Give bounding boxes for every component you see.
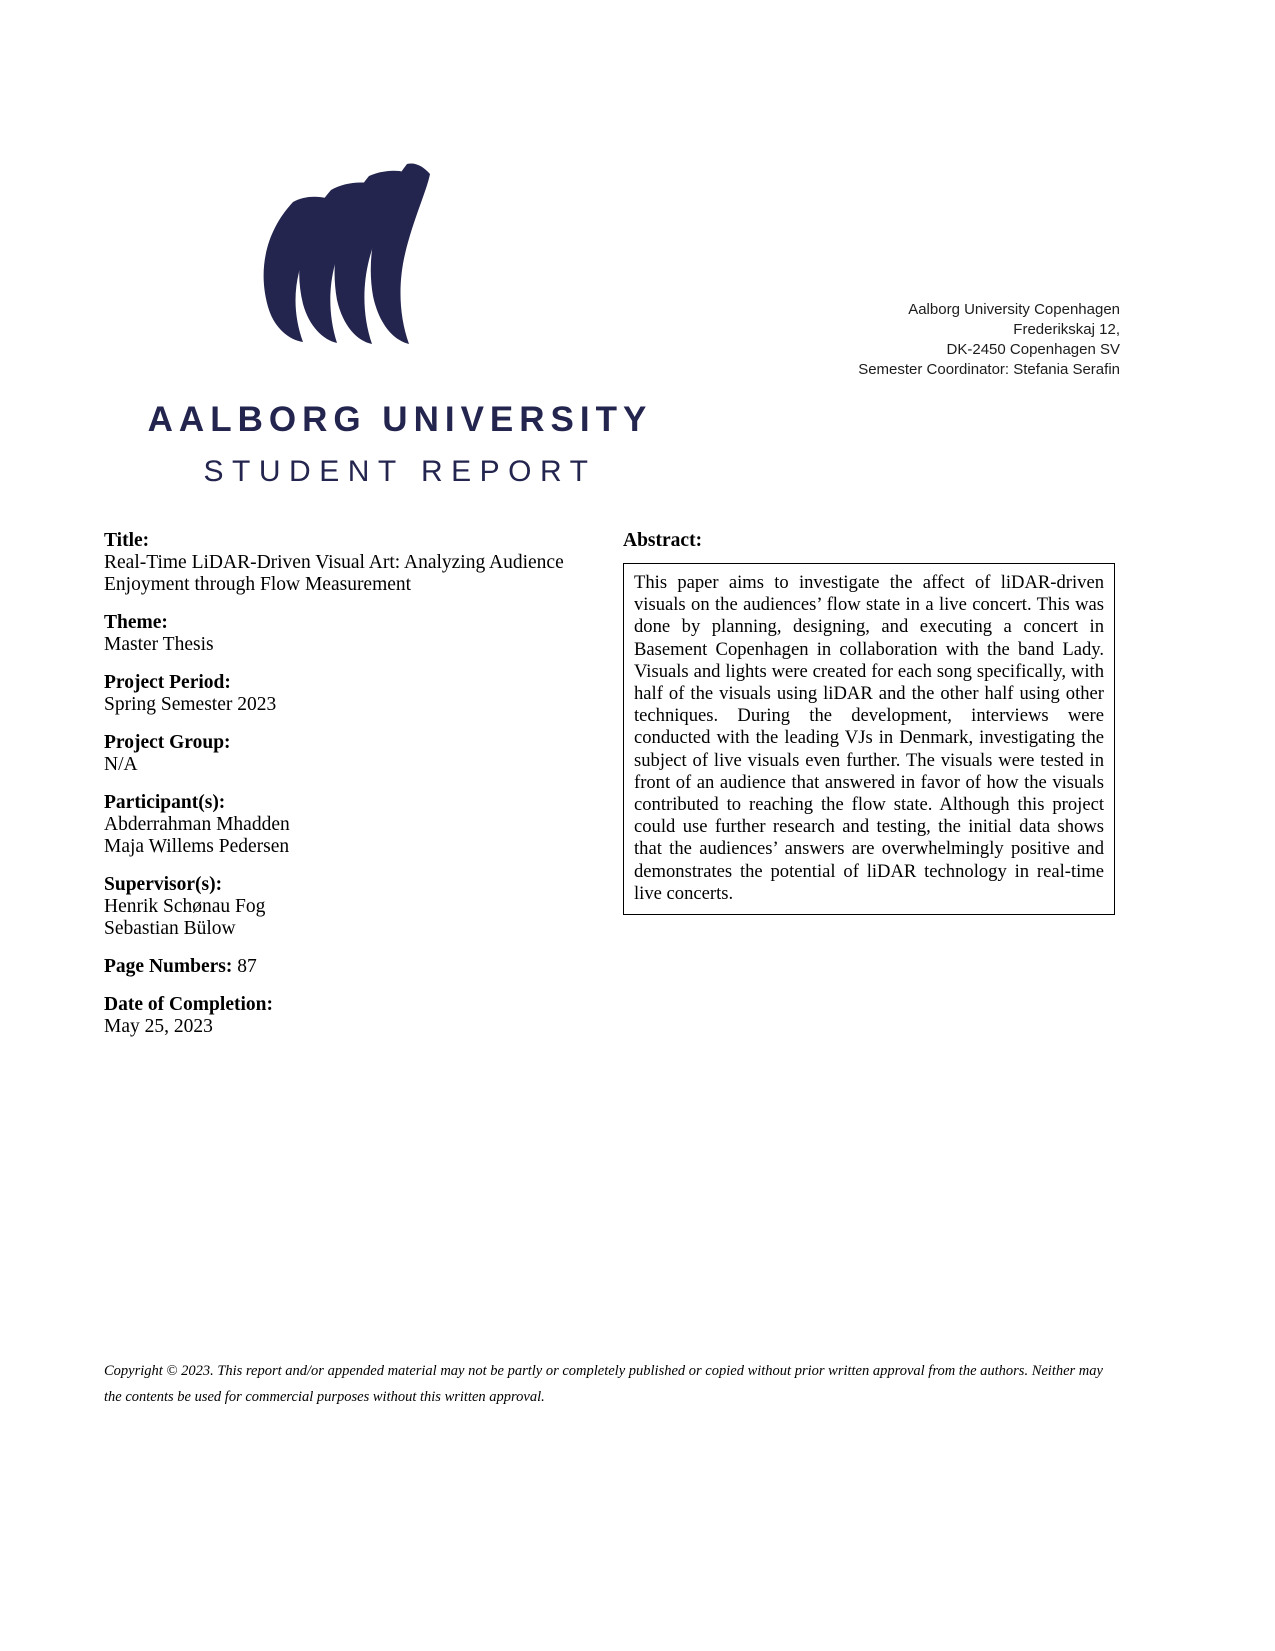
meta-date-block [104, 994, 600, 1038]
participants-label: Participant(s): [104, 792, 226, 813]
meta-project-period-block [104, 672, 600, 716]
address-line-coordinator: Semester Coordinator: Stefania Serafin [858, 361, 1120, 378]
project-period-label: Project Period: [104, 672, 231, 693]
meta-supervisors-block [104, 874, 600, 940]
address-line-institution: Aalborg University Copenhagen [908, 301, 1120, 318]
address-line-street: Frederikskaj 12, [1013, 321, 1120, 338]
project-period-value: Spring Semester 2023 [104, 694, 277, 715]
address-line-city: DK-2450 Copenhagen SV [946, 341, 1120, 358]
title-value: Real-Time LiDAR-Driven Visual Art: Analyzing Audience Enjoyment through Flow Measurement [104, 552, 564, 595]
project-group-value: N/A [104, 754, 138, 775]
abstract-body: This paper aims to investigate the affect of liDAR-driven visuals on the audiences’ flow state in a live concert. This was done by planning, designing, and executing a concert in Basement Copenhagen in collaboration with the band Lady. Visuals and lights were created for each song specifically, with half of the visuals using liDAR and the other half using other techniques. During the development, interviews were conducted with the leading VJs in Denmark, investigating the subject of live visuals even further. The visuals were tested in front of an audience that answered in favor of how the visuals contributed to reaching the flow state. Although this project could use further research and testing, the initial data shows that the audiences’ answers are overwhelmingly positive and demonstrates the potential of liDAR technology in real-time live concerts. [623, 563, 1115, 915]
meta-page-numbers-block [104, 956, 600, 978]
page-numbers-label: Page Numbers: [104, 956, 233, 977]
title-label: Title: [104, 530, 150, 551]
report-metadata-column [104, 530, 600, 1038]
abstract-column [623, 530, 1115, 915]
meta-title-block [104, 530, 600, 596]
university-wordmark: AALBORG UNIVERSITY [147, 400, 653, 439]
project-group-label: Project Group: [104, 732, 231, 753]
participant-name: Abderrahman Mhadden [104, 814, 290, 835]
meta-project-group-block [104, 732, 600, 776]
copyright-footer: Copyright © 2023. This report and/or appended material may not be partly or completely published or copied without prior written approval from the authors. Neither may the contents be used for commercial purposes without this written approval. [104, 1363, 1103, 1405]
participant-name: Maja Willems Pedersen [104, 836, 290, 857]
theme-label: Theme: [104, 612, 168, 633]
page-numbers-value: 87 [237, 956, 257, 977]
supervisors-label: Supervisor(s): [104, 874, 223, 895]
theme-value: Master Thesis [104, 634, 214, 655]
abstract-label: Abstract: [623, 530, 703, 551]
supervisor-name: Sebastian Bülow [104, 918, 236, 939]
university-address-block [858, 300, 1120, 380]
date-of-completion-value: May 25, 2023 [104, 1016, 213, 1037]
student-report-subtitle: STUDENT REPORT [203, 455, 597, 488]
meta-theme-block [104, 612, 600, 656]
meta-participants-block [104, 792, 600, 858]
date-of-completion-label: Date of Completion: [104, 994, 273, 1015]
page-numbers-line [104, 956, 257, 977]
aau-flame-logo-icon [255, 160, 430, 345]
supervisor-name: Henrik Schønau Fog [104, 896, 266, 917]
